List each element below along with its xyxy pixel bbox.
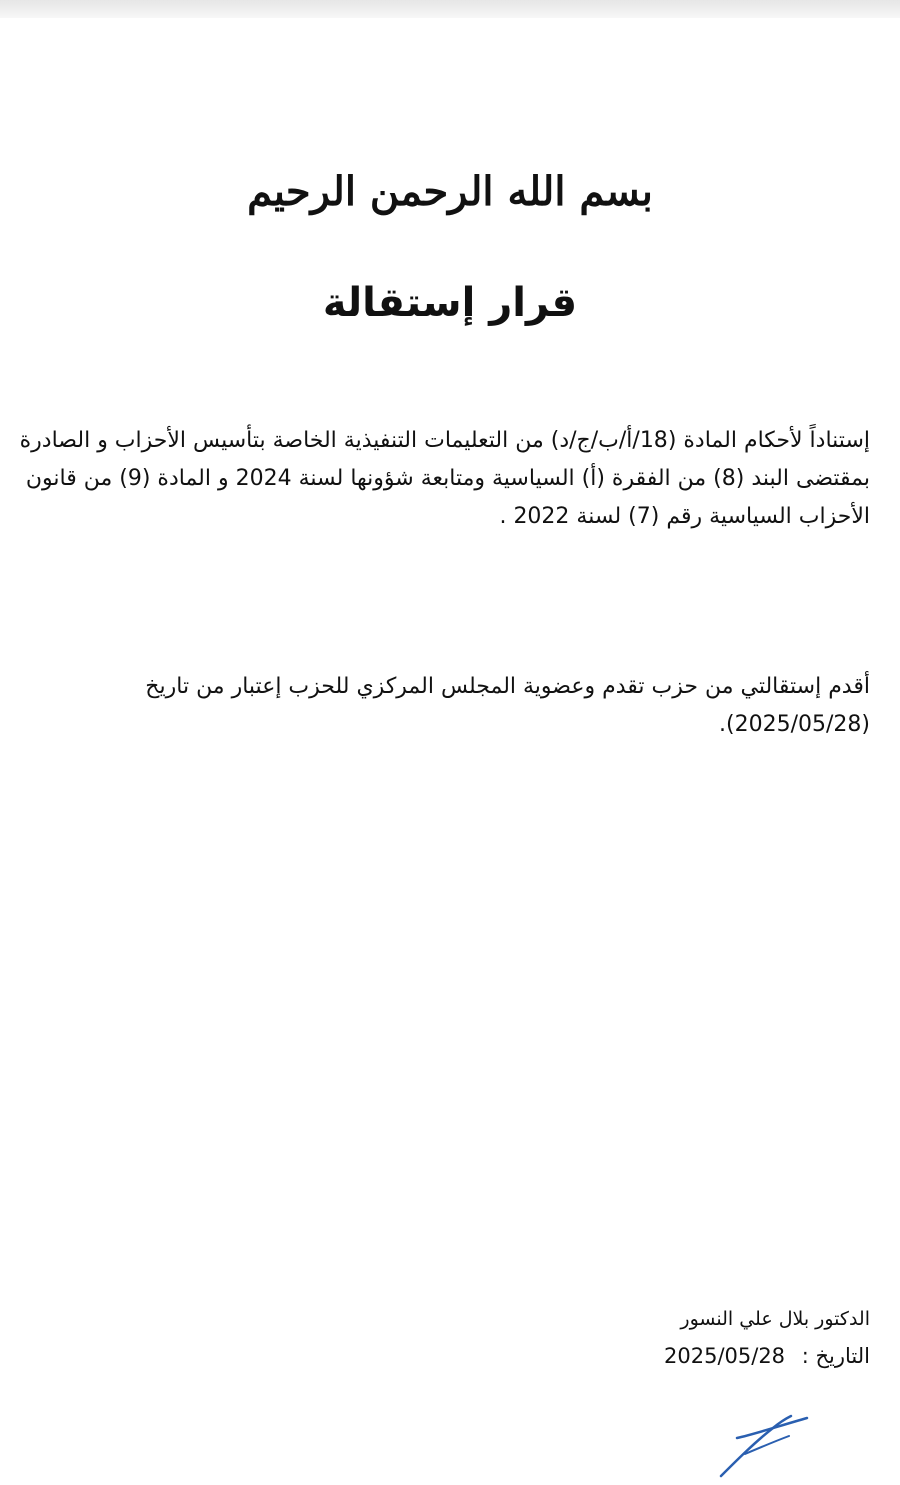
signature-stroke-bar xyxy=(737,1418,807,1438)
document-title: قرار إستقالة xyxy=(322,280,578,326)
date-value: 2025/05/28 xyxy=(664,1344,786,1368)
top-status-bar xyxy=(0,0,900,18)
signatory-name: الدكتور بلال علي النسور xyxy=(680,1308,870,1330)
signature-date-line xyxy=(664,1344,870,1368)
legal-basis-paragraph: إستناداً لأحكام المادة (18/أ/ب/ج/د) من التعليمات التنفيذية الخاصة بتأسيس الأحزاب و الصادرة بمقتضى البند (8) من الفقرة (أ) السياسية ومتابعة شؤونها لسنة 2024 و المادة (9) من قانون الأحزاب السياسية رقم (7) لسنة 2022 . xyxy=(19,428,870,529)
resignation-statement-paragraph: أقدم إستقالتي من حزب تقدم وعضوية المجلس المركزي للحزب إعتبار من تاريخ (2025/05/28). xyxy=(145,674,870,737)
document-page xyxy=(0,18,900,1485)
date-label: التاريخ : xyxy=(801,1344,870,1368)
basmala-heading: بسم الله الرحمن الرحيم xyxy=(247,168,653,215)
handwritten-signature xyxy=(715,1408,815,1483)
signature-block xyxy=(664,1308,870,1368)
